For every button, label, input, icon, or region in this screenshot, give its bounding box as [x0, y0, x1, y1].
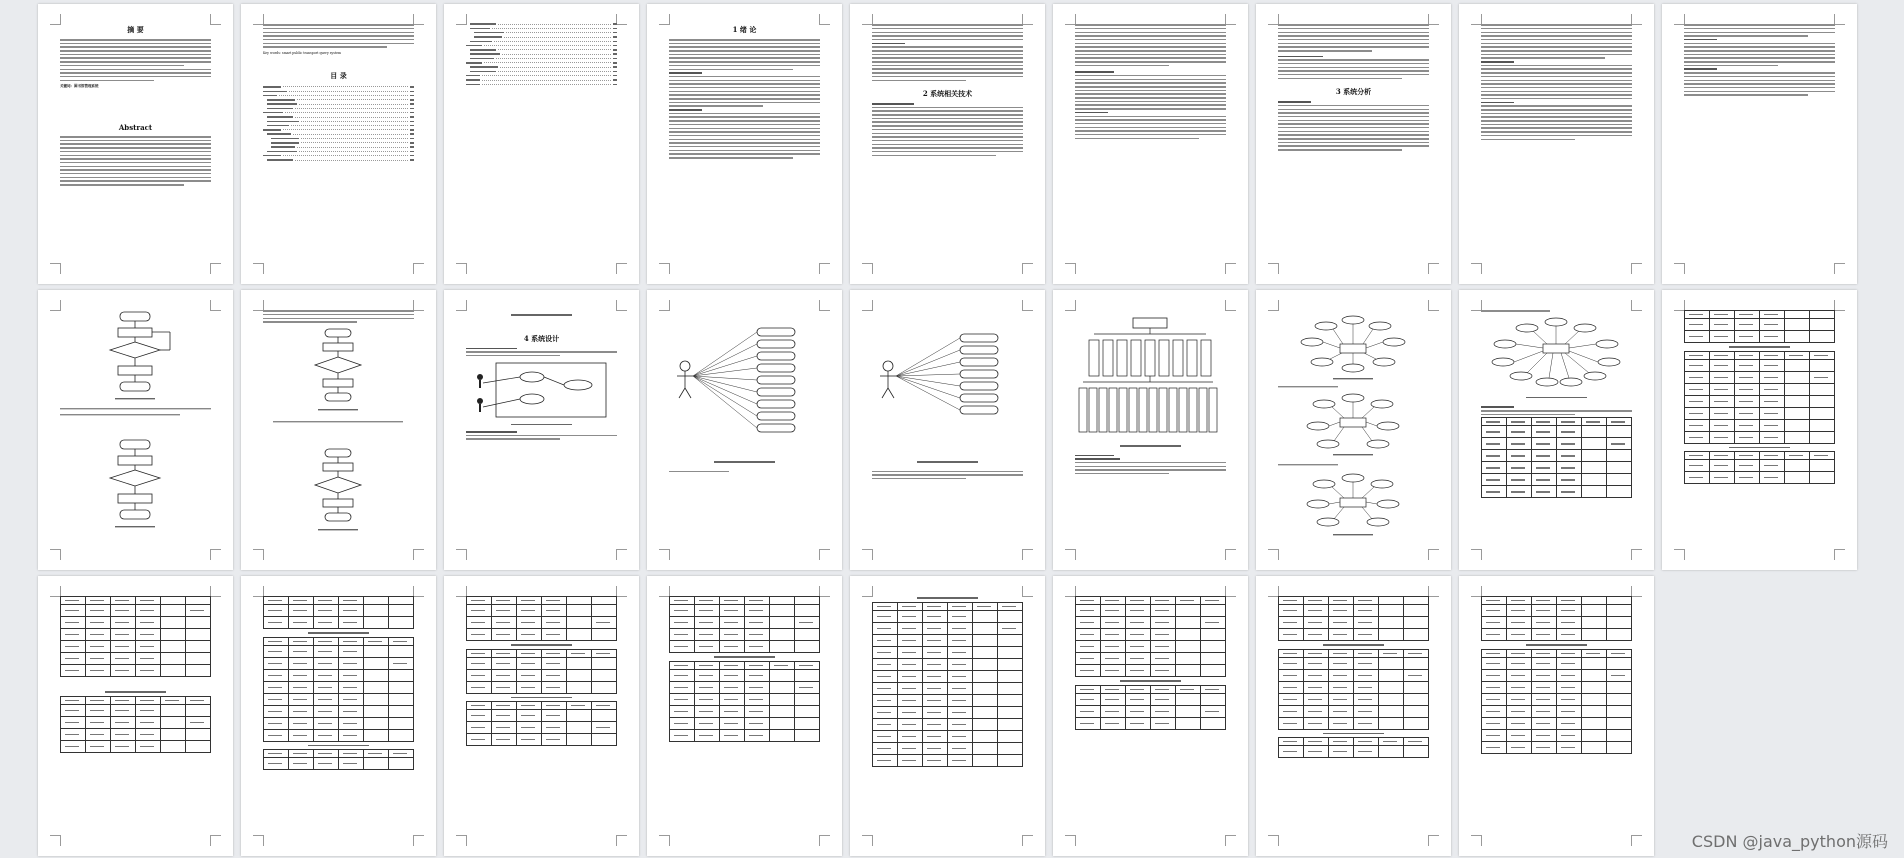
keywords-cn: 关键词：图书馆管理系统 [60, 84, 99, 89]
page-system-design[interactable] [444, 290, 639, 570]
page-introduction[interactable] [647, 4, 842, 284]
use-case-diagram [466, 359, 617, 421]
data-table [466, 701, 617, 746]
page-abstract[interactable] [38, 4, 233, 284]
data-table [1075, 596, 1226, 677]
page-flowchart-1[interactable] [38, 290, 233, 570]
page-flowchart-2[interactable] [241, 290, 436, 570]
data-table [1684, 310, 1835, 343]
page-table-5[interactable] [647, 576, 842, 856]
data-table [1684, 351, 1835, 444]
abstract-en-title: Abstract [118, 123, 153, 133]
data-table [1481, 649, 1632, 754]
data-table [60, 696, 211, 753]
data-table [1481, 417, 1632, 498]
page-er-diagram-2[interactable] [1459, 290, 1654, 570]
keywords-en: Key words: smart public transport query system [263, 50, 342, 55]
page-table-6[interactable] [850, 576, 1045, 856]
toc-title: 目 录 [330, 70, 347, 80]
data-table [1481, 596, 1632, 641]
data-table [466, 596, 617, 641]
page-table-1[interactable] [1662, 290, 1857, 570]
page-database-design[interactable] [1662, 4, 1857, 284]
page-table-9[interactable] [1459, 576, 1654, 856]
tech-title: 2 系统相关技术 [922, 89, 973, 98]
data-table [1075, 685, 1226, 730]
flowchart-diagram [263, 325, 414, 545]
data-table [466, 649, 617, 694]
flowchart-diagram [60, 308, 211, 548]
data-table [1278, 737, 1429, 758]
page-use-case-user[interactable] [850, 290, 1045, 570]
er-diagram [1278, 308, 1429, 548]
data-table [263, 637, 414, 742]
data-table [1684, 451, 1835, 484]
page-toc-continued[interactable] [444, 4, 639, 284]
page-table-2[interactable] [38, 576, 233, 856]
data-table [669, 596, 820, 653]
er-diagram [1481, 314, 1632, 394]
use-case-diagram [669, 318, 820, 458]
abstract-title: 摘 要 [127, 25, 144, 34]
structure-diagram [1075, 314, 1226, 442]
page-table-7[interactable] [1053, 576, 1248, 856]
page-mysql[interactable] [1053, 4, 1248, 284]
intro-title: 1 绪 论 [732, 25, 757, 34]
document-page-grid [38, 4, 1857, 856]
page-technology[interactable] [850, 4, 1045, 284]
data-table [263, 749, 414, 770]
data-table [1278, 596, 1429, 641]
watermark-text: CSDN @java_python源码 [1691, 832, 1888, 851]
data-table [669, 661, 820, 742]
data-table [872, 602, 1023, 767]
page-table-4[interactable] [444, 576, 639, 856]
page-feasibility[interactable] [1459, 4, 1654, 284]
use-case-diagram [872, 318, 1023, 458]
design-title: 4 系统设计 [523, 333, 560, 343]
page-use-case-admin[interactable] [647, 290, 842, 570]
data-table [60, 596, 211, 677]
page-er-diagram-1[interactable] [1256, 290, 1451, 570]
analysis-title: 3 系统分析 [1335, 87, 1372, 97]
page-toc[interactable] [241, 4, 436, 284]
page-function-structure[interactable] [1053, 290, 1248, 570]
page-springboot[interactable] [1256, 4, 1451, 284]
data-table [263, 596, 414, 629]
data-table [1278, 649, 1429, 730]
page-table-8[interactable] [1256, 576, 1451, 856]
page-table-3[interactable] [241, 576, 436, 856]
